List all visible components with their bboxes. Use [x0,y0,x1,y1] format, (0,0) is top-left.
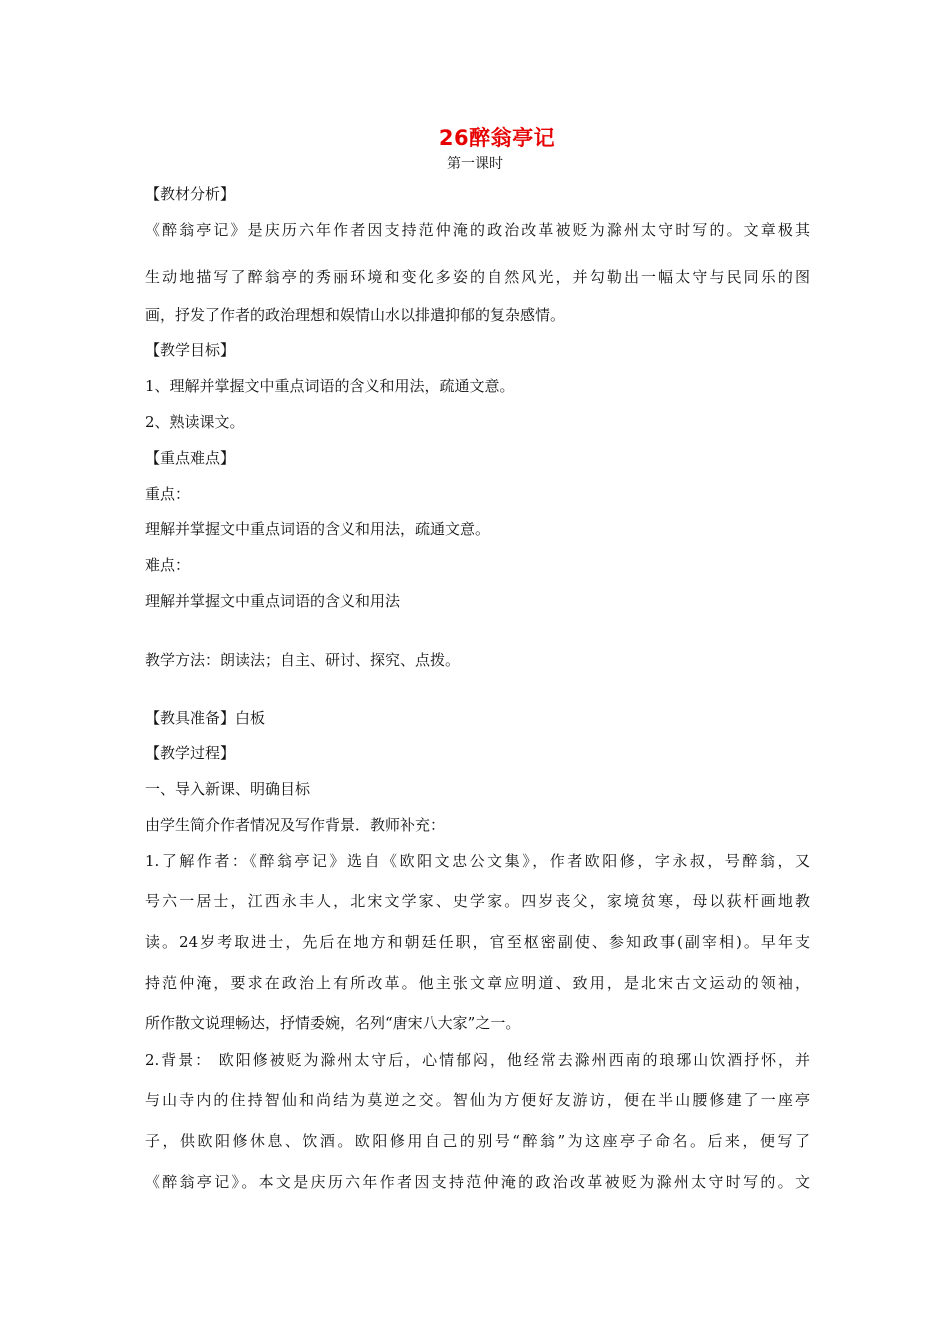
section-heading-materials: 【教具准备】白板 [145,709,266,727]
section-heading-key-points: 【重点难点】 [145,449,236,467]
section-heading-process: 【教学过程】 [145,744,236,762]
paragraph-line: 与山寺内的住持智仙和尚结为莫逆之交。智仙为方便好友游访，便在半山腰修建了一座亭 [145,1091,810,1109]
paragraph-line: 教学方法：朗读法；自主、研讨、探究、点拨。 [145,651,461,669]
paragraph-line: 理解并掌握文中重点词语的含义和用法，疏通文意。 [145,520,491,538]
paragraph-line: 子，供欧阳修休息、饮酒。欧阳修用自己的别号“醉翁”为这座亭子命名。后来，便写了 [145,1132,810,1150]
paragraph-line: 理解并掌握文中重点词语的含义和用法 [145,592,401,610]
paragraph-line: 持范仲淹，要求在政治上有所改革。他主张文章应明道、致用，是北宋古文运动的领袖， [145,974,810,992]
paragraph-line: 读。24岁考取进士，先后在地方和朝廷任职，官至枢密副使、参知政事(副宰相)。早年支 [145,933,810,951]
paragraph-line: 2.背景： 欧阳修被贬为滁州太守后，心情郁闷，他经常去滁州西南的琅琊山饮酒抒怀，并 [145,1051,810,1069]
paragraph-line: 难点： [145,556,191,574]
paragraph-line: 《醉翁亭记》。本文是庆历六年作者因支持范仲淹的政治改革被贬为滁州太守时写的。文 [145,1173,810,1191]
paragraph-line: 所作散文说理畅达，抒情委婉，名列“唐宋八大家”之一。 [145,1014,521,1032]
paragraph-line: 重点： [145,485,191,503]
paragraph-line: 由学生简介作者情况及写作背景．教师补充： [145,816,446,834]
paragraph-line: 一、导入新课、明确目标 [145,780,311,798]
document-subtitle: 第一课时 [447,156,503,172]
paragraph-line: 画，抒发了作者的政治理想和娱情山水以排遣抑郁的复杂感情。 [145,306,566,324]
paragraph-line: 1、理解并掌握文中重点词语的含义和用法，疏通文意。 [145,377,515,395]
paragraph-line: 生动地描写了醉翁亭的秀丽环境和变化多姿的自然风光，并勾勒出一幅太守与民同乐的图 [145,268,810,286]
paragraph-line: 1.了解作者：《醉翁亭记》选自《欧阳文忠公文集》，作者欧阳修，字永叔，号醉翁，又 [145,852,810,870]
paragraph-line: 2、熟读课文。 [145,413,245,431]
section-heading-teaching-goals: 【教学目标】 [145,341,236,359]
paragraph-line: 《醉翁亭记》是庆历六年作者因支持范仲淹的政治改革被贬为滁州太守时写的。文章极其 [145,221,810,239]
section-heading-textbook-analysis: 【教材分析】 [145,185,236,203]
document-title: 26醉翁亭记 [438,126,556,150]
paragraph-line: 号六一居士，江西永丰人，北宋文学家、史学家。四岁丧父，家境贫寒，母以荻杆画地教 [145,892,810,910]
